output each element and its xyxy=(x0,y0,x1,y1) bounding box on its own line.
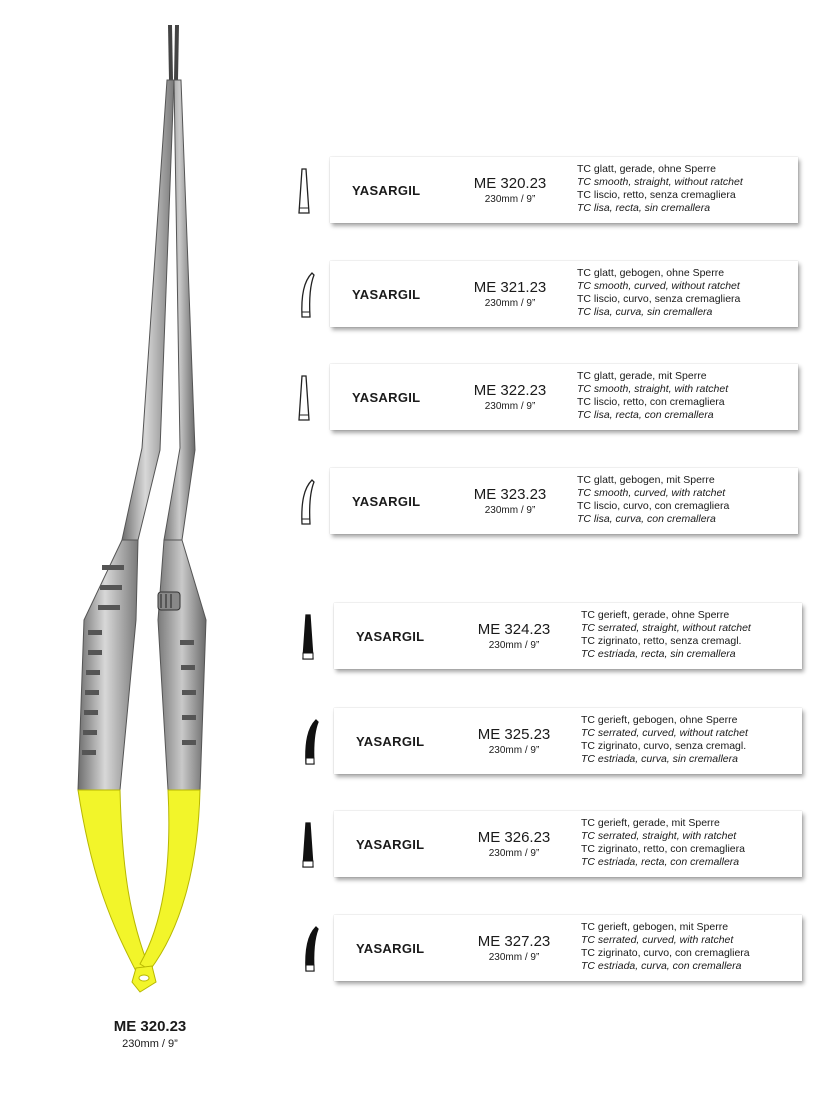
product-card xyxy=(334,603,802,669)
desc-en: TC serrated, curved, with ratchet xyxy=(581,934,734,946)
product-card xyxy=(330,364,798,430)
desc-it: TC zigrinato, retto, senza cremagl. xyxy=(581,635,742,647)
desc-de: TC glatt, gebogen, ohne Sperre xyxy=(577,267,725,279)
desc-en: TC smooth, straight, without ratchet xyxy=(577,176,743,188)
brand-name: YASARGIL xyxy=(352,494,421,509)
desc-es: TC lisa, recta, con cremallera xyxy=(577,409,714,421)
model-number: ME 323.23 xyxy=(473,486,547,503)
desc-en: TC smooth, curved, without ratchet xyxy=(577,280,740,292)
model-number: ME 320.23 xyxy=(473,175,547,192)
description xyxy=(577,267,740,319)
desc-it: TC zigrinato, retto, con cremagliera xyxy=(581,843,745,855)
brand-name: YASARGIL xyxy=(352,390,421,405)
model-size: 230mm / 9” xyxy=(484,505,536,516)
desc-en: TC serrated, curved, without ratchet xyxy=(581,727,748,739)
model-size: 230mm / 9” xyxy=(484,401,536,412)
desc-es: TC lisa, curva, con cremallera xyxy=(577,513,716,525)
description xyxy=(577,370,728,422)
brand-name: YASARGIL xyxy=(356,629,425,644)
desc-de: TC glatt, gebogen, mit Sperre xyxy=(577,474,715,486)
model-size: 230mm / 9” xyxy=(484,194,536,205)
desc-en: TC smooth, straight, with ratchet xyxy=(577,383,729,395)
model-block xyxy=(455,175,565,205)
model-size: 230mm / 9” xyxy=(488,745,540,756)
product-card xyxy=(334,915,802,981)
desc-en: TC serrated, straight, with ratchet xyxy=(581,830,737,842)
desc-es: TC estriada, curva, con cremallera xyxy=(581,960,742,972)
straight-serrated-tip-icon xyxy=(294,601,324,673)
model-block xyxy=(455,486,565,516)
featured-caption xyxy=(60,1018,240,1050)
product-card xyxy=(334,811,802,877)
description xyxy=(577,474,729,526)
model-block xyxy=(459,933,569,963)
description xyxy=(581,609,751,661)
desc-de: TC gerieft, gerade, mit Sperre xyxy=(581,817,720,829)
description xyxy=(577,163,743,215)
model-number: ME 327.23 xyxy=(477,933,551,950)
desc-es: TC lisa, recta, sin cremallera xyxy=(577,202,711,214)
model-size: 230mm / 9” xyxy=(488,848,540,859)
desc-it: TC liscio, retto, con cremagliera xyxy=(577,396,725,408)
model-number: ME 326.23 xyxy=(477,829,551,846)
desc-it: TC zigrinato, curvo, con cremagliera xyxy=(581,947,750,959)
product-card xyxy=(330,468,798,534)
straight-serrated-tip-icon xyxy=(294,809,324,881)
model-block xyxy=(459,726,569,756)
product-card xyxy=(334,708,802,774)
model-size: 230mm / 9” xyxy=(488,640,540,651)
desc-it: TC liscio, curvo, con cremagliera xyxy=(577,500,730,512)
desc-de: TC gerieft, gebogen, ohne Sperre xyxy=(581,714,738,726)
desc-de: TC glatt, gerade, mit Sperre xyxy=(577,370,707,382)
product-card xyxy=(330,157,798,223)
desc-de: TC glatt, gerade, ohne Sperre xyxy=(577,163,716,175)
brand-name: YASARGIL xyxy=(356,734,425,749)
featured-model: ME 320.23 xyxy=(113,1018,187,1035)
curved-smooth-tip-icon xyxy=(290,259,320,331)
desc-es: TC lisa, curva, sin cremallera xyxy=(577,306,713,318)
model-block xyxy=(455,279,565,309)
brand-name: YASARGIL xyxy=(352,287,421,302)
needle-holder-illustration xyxy=(40,20,270,1010)
brand-name: YASARGIL xyxy=(356,941,425,956)
desc-en: TC smooth, curved, with ratchet xyxy=(577,487,726,499)
model-block xyxy=(459,621,569,651)
desc-it: TC liscio, retto, senza cremagliera xyxy=(577,189,736,201)
model-size: 230mm / 9” xyxy=(488,952,540,963)
curved-smooth-tip-icon xyxy=(290,466,320,538)
description xyxy=(581,817,745,869)
straight-smooth-tip-icon xyxy=(290,362,320,434)
featured-size: 230mm / 9” xyxy=(122,1038,178,1050)
model-number: ME 324.23 xyxy=(477,621,551,638)
model-number: ME 321.23 xyxy=(473,279,547,296)
desc-de: TC gerieft, gerade, ohne Sperre xyxy=(581,609,730,621)
model-number: ME 322.23 xyxy=(473,382,547,399)
desc-de: TC gerieft, gebogen, mit Sperre xyxy=(581,921,729,933)
desc-es: TC estriada, recta, con cremallera xyxy=(581,856,740,868)
desc-es: TC estriada, curva, sin cremallera xyxy=(581,753,738,765)
desc-it: TC liscio, curvo, senza cremagliera xyxy=(577,293,741,305)
straight-smooth-tip-icon xyxy=(290,155,320,227)
brand-name: YASARGIL xyxy=(356,837,425,852)
desc-it: TC zigrinato, curvo, senza cremagl. xyxy=(581,740,747,752)
desc-es: TC estriada, recta, sin cremallera xyxy=(581,648,736,660)
desc-en: TC serrated, straight, without ratchet xyxy=(581,622,751,634)
description xyxy=(581,921,750,973)
model-size: 230mm / 9” xyxy=(484,298,536,309)
model-block xyxy=(459,829,569,859)
product-card xyxy=(330,261,798,327)
model-number: ME 325.23 xyxy=(477,726,551,743)
brand-name: YASARGIL xyxy=(352,183,421,198)
curved-serrated-tip-icon xyxy=(294,706,324,778)
description xyxy=(581,714,748,766)
curved-serrated-tip-icon xyxy=(294,913,324,985)
model-block xyxy=(455,382,565,412)
